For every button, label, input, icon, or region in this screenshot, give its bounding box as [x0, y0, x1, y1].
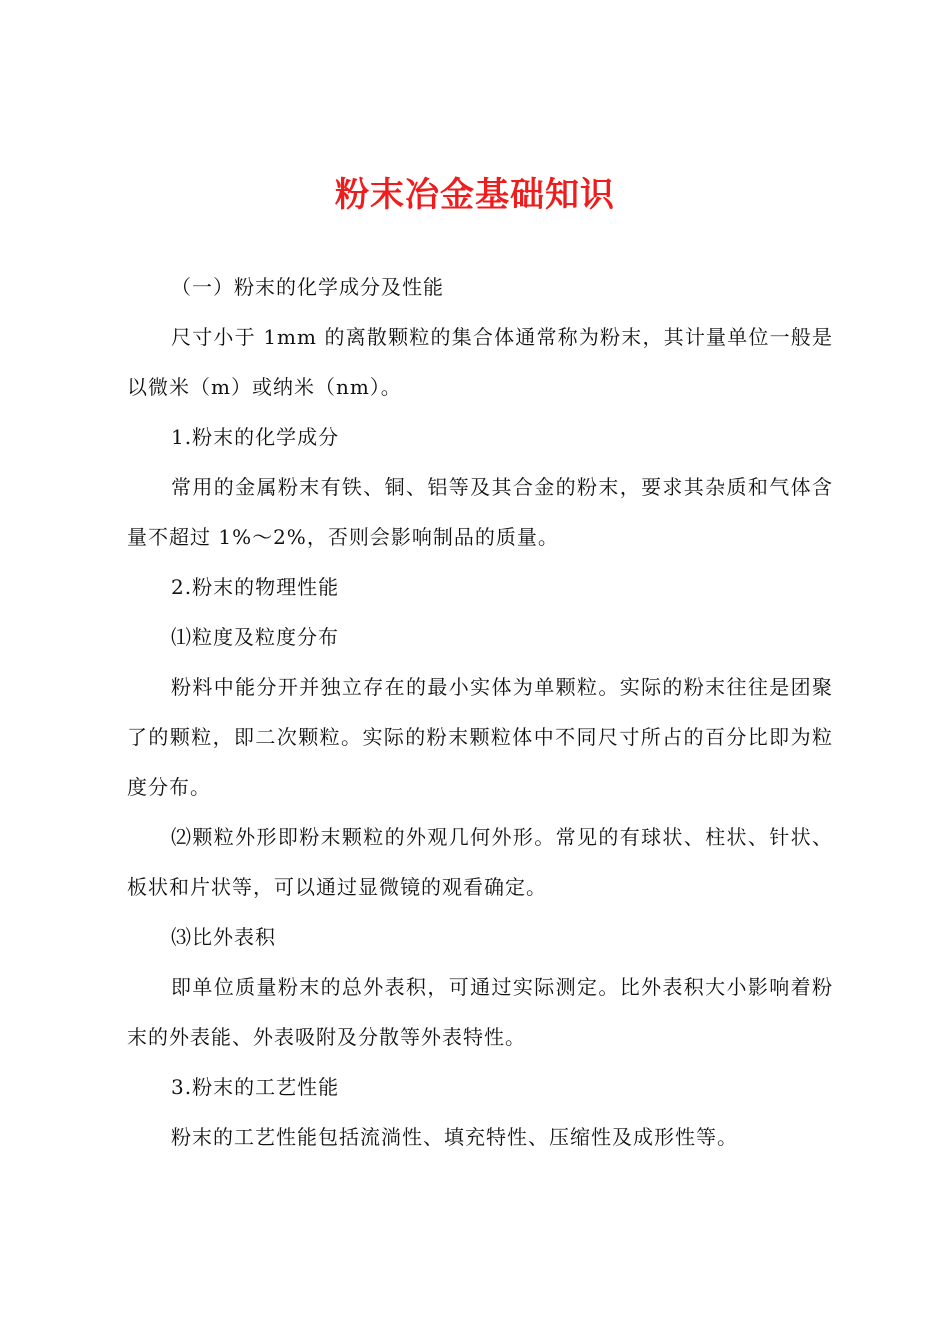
section-heading-chemical-composition-and-properties: （一）粉末的化学成分及性能	[171, 275, 444, 299]
item-particle-shape: ⑵颗粒外形即粉末颗粒的外观几何外形。常见的有球状、柱状、针状、板状和片状等，可以通过显微镜的观看确定。	[127, 825, 833, 899]
subheading-chemical-composition: 1.粉末的化学成分	[171, 425, 340, 449]
subheading-physical-properties: 2.粉末的物理性能	[171, 575, 340, 599]
item-particle-size-distribution: ⑴粒度及粒度分布	[171, 625, 339, 649]
paragraph-metal-powders: 常用的金属粉末有铁、铜、铝等及其合金的粉末，要求其杂质和气体含量不超过 1%～2%，否则会影响制品的质量。	[127, 475, 833, 549]
paragraph-particle-size-distribution: 粉料中能分开并独立存在的最小实体为单颗粒。实际的粉末往往是团聚了的颗粒，即二次颗粒。实际的粉末颗粒体中不同尺寸所占的百分比即为粒度分布。	[127, 675, 833, 799]
item-specific-surface-area: ⑶比外表积	[171, 925, 276, 949]
subheading-process-properties: 3.粉末的工艺性能	[171, 1075, 340, 1099]
document-body	[127, 262, 833, 1162]
paragraph-powder-definition: 尺寸小于 1mm 的离散颗粒的集合体通常称为粉末，其计量单位一般是以微米（m）或纳米（nm）。	[127, 325, 833, 399]
paragraph-specific-surface-area: 即单位质量粉末的总外表积，可通过实际测定。比外表积大小影响着粉末的外表能、外表吸附及分散等外表特性。	[127, 975, 833, 1049]
document-title: 粉末冶金基础知识	[335, 175, 615, 215]
paragraph-process-properties: 粉末的工艺性能包括流淌性、填充特性、压缩性及成形性等。	[171, 1125, 738, 1149]
